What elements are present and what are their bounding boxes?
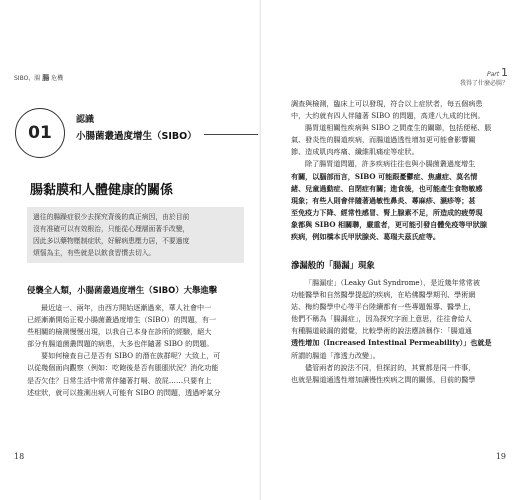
left-page bbox=[0, 0, 259, 500]
summary-line: 沒有准確可以有效根治，只能從心理層面著手改變， bbox=[33, 225, 190, 233]
left-paragraph bbox=[27, 302, 237, 399]
paragraph-line: 透性增加（Increased Intestinal Permeability）」也就是 bbox=[291, 338, 492, 348]
paragraph-line: 調查與檢測，臨床上可以發現，符合以上症狀者，每五個病患 bbox=[291, 99, 483, 108]
running-header-right bbox=[460, 68, 508, 88]
header-right-subtitle: 我得了什麼必腸？ bbox=[459, 80, 508, 87]
header-part-number: 1 bbox=[501, 66, 508, 79]
paragraph-line: 有種腸道破漏的錯覺，比較學術的說法應該稱作：「腸道通 bbox=[291, 326, 472, 336]
paragraph-line: 站、梅約醫學中心等平台陸續都有一些專題報導、醫學上， bbox=[291, 302, 476, 312]
paragraph-line: 以從幾個面向觀察（例如：吃飽後是否有脹脹狀況？消化功能 bbox=[27, 363, 219, 373]
summary-line: 煩惱為主，有些就是以飲食習慣去切入。 bbox=[33, 249, 156, 257]
paragraph-line: 至免疫力下降、經常性感冒、腎上腺素不足，所造成的疲勞現 bbox=[291, 207, 483, 217]
summary-box bbox=[27, 207, 244, 263]
paragraph-line: 部分有腸道菌叢問題的病患，大多也伴隨著 SIBO 的問題。 bbox=[27, 339, 214, 349]
header-left-accent: 腸 bbox=[42, 74, 50, 82]
paragraph-line: 最近這一、兩年，由西方開始逐漸過來，華人社會中一 bbox=[41, 303, 212, 312]
paragraph-line: 是否欠佳？日常生活中常常伴隨著打嗝、放屁……只要有上 bbox=[27, 375, 212, 385]
paragraph-line: 有關，以腦部而言，SIBO 可能跟憂鬱症、焦慮症、莫名情 bbox=[291, 171, 478, 181]
paragraph-line: 「腸漏症」（Leaky Gut Syndrome），是近幾年常常被 bbox=[305, 278, 480, 287]
right-section-title: 滲漏般的「腸漏」現象 bbox=[291, 260, 375, 270]
paragraph-line: 現象；有些人則會伴隨著過敏性鼻炎、蕁麻疹、濕疹等；甚 bbox=[291, 195, 476, 205]
paragraph-line: 象都與 SIBO 相關聯，嚴重者，更可能引發自體免疫等甲狀腺 bbox=[291, 219, 487, 229]
paragraph-line: 疾病，例如橋本氏甲狀腺炎、葛瑞夫茲氏症等。 bbox=[291, 232, 440, 242]
header-part-label: Part bbox=[486, 71, 500, 78]
right-paragraph-2 bbox=[291, 277, 503, 386]
paragraph-line: 些相關的檢測慢慢出現，以我自己本身在診所的經驗，絕大 bbox=[27, 327, 212, 337]
chapter-title-rule bbox=[204, 134, 258, 135]
paragraph-line: 他們不稱為「腸漏症」，因為探究字面上意思，往往會給人 bbox=[291, 314, 472, 324]
paragraph-line: 除了腸胃道問題，許多疾病往往也與小腸菌叢過度增生 bbox=[305, 159, 476, 169]
paragraph-line: 要如何檢查自己是否有 SIBO 的潛在族群呢？大致上，可 bbox=[41, 351, 221, 361]
chapter-number: 01 bbox=[28, 123, 52, 143]
chapter-label: 認識 bbox=[76, 115, 95, 125]
header-left-text: SIBO，腸 bbox=[14, 75, 41, 82]
paragraph-line: 所謂的腸道「滲透力改變」。 bbox=[291, 350, 380, 360]
paragraph-line: 儘管兩者的說法不同，但探討的，其實都是同一件事， bbox=[305, 362, 476, 372]
page-number-left: 18 bbox=[14, 452, 25, 461]
paragraph-line: 中，大約就有四人伴隨著 SIBO 的問題，高達八九成的比例。 bbox=[291, 111, 485, 121]
summary-line: 因此多以藥物壓制症狀，好解病患壓力居，不要過度 bbox=[33, 237, 190, 245]
chapter-title: 小腸菌叢過度增生（SIBO） bbox=[76, 131, 197, 142]
paragraph-line: 述症狀，就可以推測出病人可能有 SIBO 的問題，透過呼氣分 bbox=[27, 387, 221, 397]
right-paragraph-1 bbox=[291, 98, 503, 243]
chapter-number-circle bbox=[15, 108, 65, 158]
paragraph-line: 功能醫學和自然醫學提起的疾病，在哈佛醫學期刊、學術網 bbox=[291, 290, 476, 300]
paragraph-line: 節、造成肌肉疼痛、纖維肌痛症等症狀。 bbox=[291, 147, 419, 157]
paragraph-line: 已經漸漸開始正視小腸菌叢過度增生（SIBO）的問題，有一 bbox=[27, 315, 217, 325]
page-number-right: 19 bbox=[495, 452, 506, 461]
summary-line: 過往的腸躁症很少去探究背後的真正病因，由於目前 bbox=[33, 213, 190, 221]
paragraph-line: 氣、發炎性的腸道疾病，而腸道過透性增加更可能會影響關 bbox=[291, 135, 476, 145]
header-left-tail: 危機 bbox=[51, 75, 64, 82]
right-page bbox=[261, 0, 520, 500]
left-heading: 腸黏膜和人體健康的關係 bbox=[30, 183, 174, 198]
paragraph-line: 也就是腸道通透性增加讓慢性疾病之間的關係，目前的醫學 bbox=[291, 374, 476, 384]
paragraph-line: 腸胃道相關性疾病與 SIBO 之間產生的關聯，包括便秘、脹 bbox=[305, 123, 492, 133]
left-section-title: 侵襲全人類，小腸菌叢過度增生（SIBO）大舉進擊 bbox=[27, 285, 218, 295]
paragraph-line: 緒、兒童過動症、自閉症有關；進食後，也可能產生食物敏感 bbox=[291, 183, 483, 193]
running-header-left bbox=[14, 73, 63, 83]
